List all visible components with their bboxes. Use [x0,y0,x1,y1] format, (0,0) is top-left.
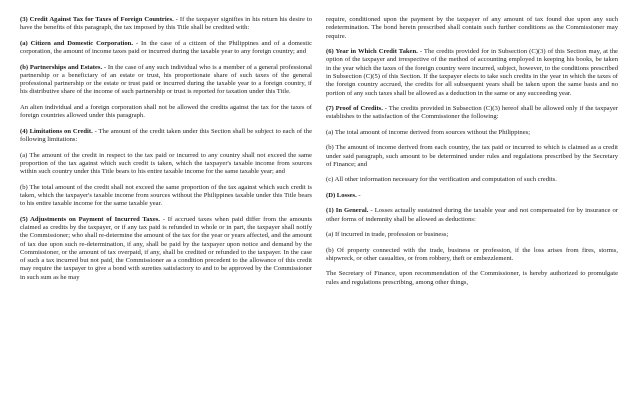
paragraph-text: - Losses actually sustained during the taxable year and not compensated for by insurance or other forms of indemnity shall be allowed as deductions: [326,207,618,223]
paragraph-text: (b) The total amount of the credit shall not exceed the same proportion of the tax against which such credit is taken, which the taxpayer's taxable income from sources without the Philippines taxable under this Title bears to his entire taxable income for the same taxable year. [20,183,312,208]
paragraph [20,64,312,97]
paragraph-text: (b) The amount of income derived from each country, the tax paid or incurred to which is claimed as a credit under said paragraph, such amount to be determined under rules and regulations prescribed by the Secretary of Finance; and [326,144,618,168]
paragraph [326,144,618,169]
paragraph-text: - If accrued taxes when paid differ from the amounts claimed as credits by the taxpayer, or if any tax paid is refunded in whole or in part, the taxpayer shall notify the Commissioner; who shall re-determine the amount of the tax for the year or years affected, and the amount of tax due upon such re-determination, if any, shall be paid by the taxpayer upon notice and demand by the Commissioner, or the amount of tax overpaid, if any, shall be credited or refunded to the taxpayer. In the case of such a tax incurred but not paid, the Commissioner as a condition precedent to the allowance of this credit may require the taxpayer to give a bond with sureties satisfactory to and to be approved by the Commissioner in such sum as he may [20,215,312,281]
paragraph [20,184,312,209]
paragraph-heading: (6) Year in Which Credit Taken. [326,48,418,56]
paragraph-text: - In the case of any such individual who is a member of a general professional partnership or a beneficiary of an estate or trust, his proportionate share of such taxes of the general professional partnership or the estate or trust paid or incurred during the taxable year to a foreign country, if his distributive share of the income of such partnership or trust is reported for taxation under this Title. [20,63,312,96]
paragraph-text: (a) The amount of the credit in respect to the tax paid or incurred to any country shall not exceed the same proportion of the tax against which such credit is taken, which the taxpayer's taxable income from sources within such country under this Title bears to his entire taxable income for the same taxable year; and [20,151,312,176]
paragraph [326,207,618,224]
paragraph-text: - If the taxpayer signifies in his return his desire to have the benefits of this paragraph, the tax imposed by this Title shall be credited with: [20,16,312,32]
paragraph-heading: (5) Adjustments on Payment of Incurred Taxes. [20,215,160,223]
paragraph [326,176,618,184]
paragraph-text: - [356,191,361,199]
paragraph-text: - The credits provided for in Subsection (C)(3) of this Section may, at the option of the taxpayer and irrespective of the method of accounting employed in keeping his books, be taken in the year which the taxes of the foreign country were incurred, subject, however, to the conditions prescribed in Subsection (C)(5) of this Section. If the taxpayer elects to take such credits in the year in which the taxes of the foreign country accrued, the credits for all subsequent years shall be taken upon the same basis and no portion of any such taxes shall be allowed as a deduction in the same or any succeeding year. [326,48,618,97]
paragraph-heading: (b) Partnerships and Estates. [20,63,103,71]
paragraph [326,105,618,122]
paragraph [326,247,618,264]
paragraph [326,16,618,41]
paragraph-text: (a) The total amount of income derived from sources without the Philippines; [326,128,531,136]
paragraph [326,231,618,239]
paragraph [326,48,618,98]
paragraph-text: - The amount of the credit taken under this Section shall be subject to each of the following limitations: [20,127,312,144]
paragraph [326,270,618,287]
paragraph [20,128,312,145]
paragraph-text: require, conditioned upon the payment by the taxpayer of any amount of tax found due upon any such redetermination. The bond herein prescribed shall contain such further conditions as the Commissioner may require. [326,16,618,40]
paragraph [20,16,312,33]
paragraph-text: The Secretary of Finance, upon recommendation of the Commissioner, is hereby authorized to promulgate rules and regulations prescribing, among other things, [326,270,618,286]
paragraph-text: An alien individual and a foreign corporation shall not be allowed the credits against the tax for the taxes of foreign countries allowed under this paragraph. [20,103,312,120]
right-column [326,16,618,417]
paragraph [326,192,618,200]
paragraph [326,129,618,137]
paragraph-text: (c) All other information necessary for the verification and computation of such credits. [326,176,557,184]
paragraph-text: (a) If incurred in trade, profession or business; [326,231,449,239]
paragraph-text: - The credits provided in Subsection (C)(3) hereof shall be allowed only if the taxpayer establishes to the satisfaction of the Commissioner the following: [326,105,618,121]
paragraph-heading: (7) Proof of Credits. [326,105,383,113]
paragraph-heading: (D) Losses. [326,191,357,199]
paragraph [20,152,312,177]
left-column [20,16,312,417]
paragraph [20,40,312,57]
paragraph-text: (b) Of property connected with the trade, business or profession, if the loss arises from fires, storms, shipwreck, or other casualties, or from robbery, theft or embezzlement. [326,246,618,262]
paragraph [20,216,312,282]
paragraph-heading: (1) In General. [326,207,369,215]
paragraph-heading: (4) Limitations on Credit. [20,127,93,135]
paragraph [20,104,312,121]
paragraph-heading: (3) Credit Against Tax for Taxes of Foreign Countries. [20,16,174,23]
paragraph-text: - In the case of a citizen of the Philippines and of a domestic corporation, the amount of income taxes paid or incurred during the taxable year to any foreign country; and [20,39,312,56]
paragraph-heading: (a) Citizen and Domestic Corporation. [20,39,133,47]
